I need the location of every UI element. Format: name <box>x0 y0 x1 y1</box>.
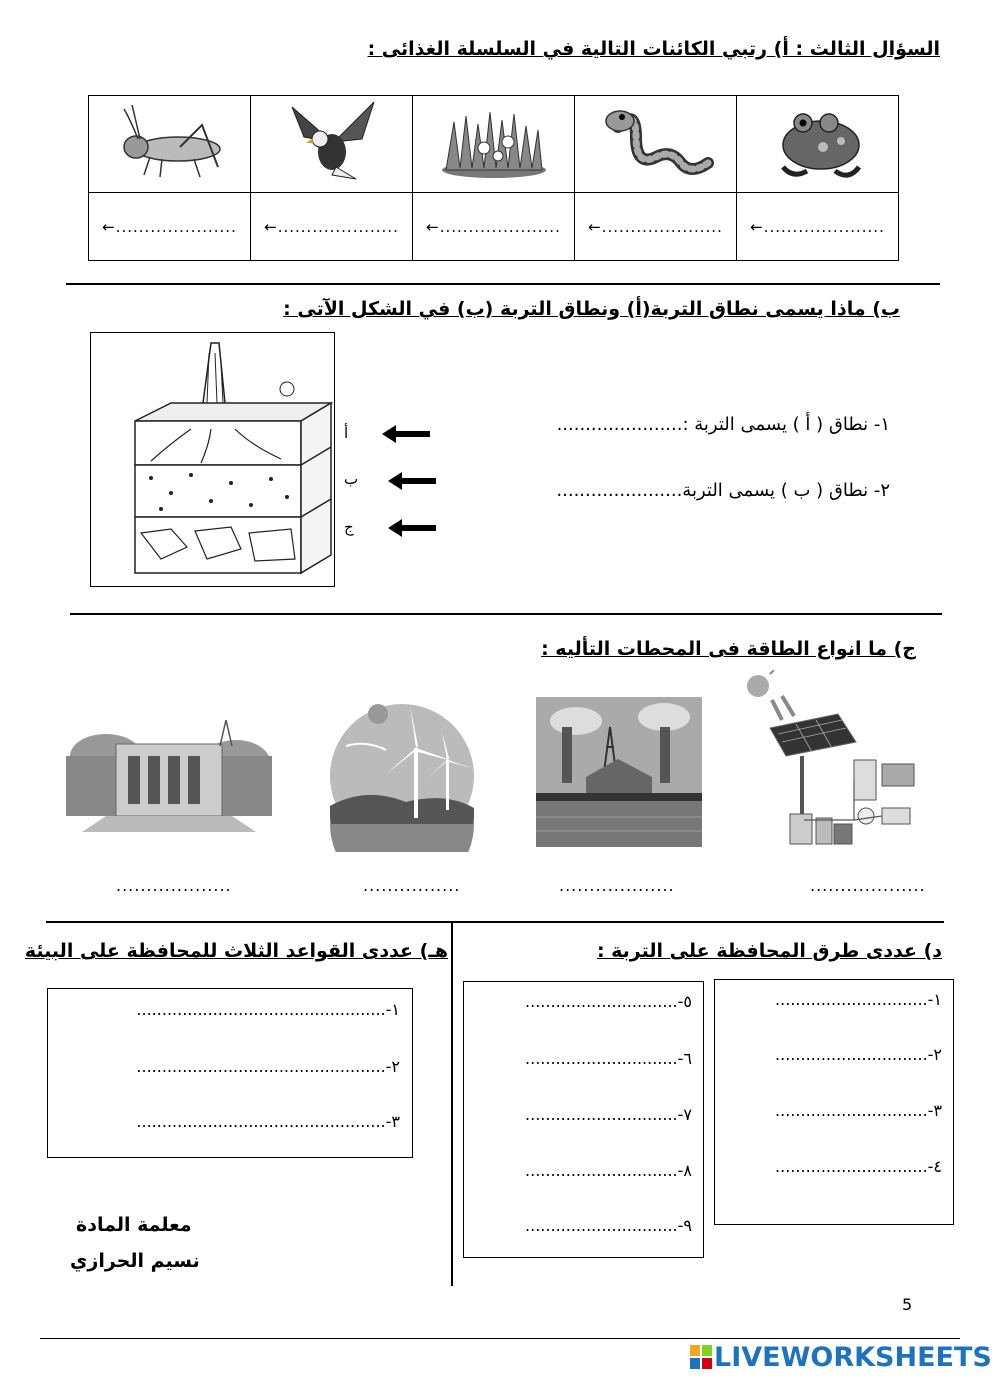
vertical-divider <box>451 922 453 1286</box>
grass-cell <box>413 96 575 193</box>
chain-blank-1[interactable]: ←..................... <box>89 193 251 261</box>
chain-blank-3[interactable]: ←..................... <box>413 193 575 261</box>
divider-2 <box>70 613 942 615</box>
page-number: 5 <box>902 1295 913 1314</box>
frog-cell <box>737 96 899 193</box>
brand-logo <box>690 1342 992 1373</box>
grasshopper-icon <box>110 97 230 187</box>
section-e-title: هـ) عددى القواعد الثلاث للمحافظة على البيئة <box>24 940 448 962</box>
soil-method-5[interactable]: ٥-.............................. <box>525 992 692 1011</box>
soil-method-9[interactable]: ٩-.............................. <box>525 1216 692 1235</box>
section-b-title: ب) ماذا يسمى نطاق التربة(أ) ونطاق التربة (ب) في الشكل الآتى : <box>283 298 900 320</box>
chain-blank-2[interactable]: ←..................... <box>251 193 413 261</box>
layer-label-c: ج <box>344 518 354 536</box>
soil-diagram <box>90 332 335 587</box>
soil-method-8[interactable]: ٨-.............................. <box>525 1161 692 1180</box>
layer-label-a: أ <box>344 424 349 442</box>
eagle-icon <box>282 97 382 187</box>
eagle-cell <box>251 96 413 193</box>
energy-blank-1[interactable]: ................... <box>116 876 232 895</box>
wind-turbine-icon <box>326 696 478 852</box>
solar-panel-icon <box>742 670 918 850</box>
energy-blank-3[interactable]: ................... <box>559 876 675 895</box>
brand-badge-icon <box>690 1345 712 1369</box>
soil-question-1[interactable]: ١- نطاق ( أ ) يسمى التربة :...................... <box>556 414 890 435</box>
teacher-name: نسيم الحرازي <box>70 1250 200 1272</box>
environment-rule-3[interactable]: ٣-................................................. <box>136 1112 400 1131</box>
soil-method-6[interactable]: ٦-.............................. <box>525 1049 692 1068</box>
soil-method-1[interactable]: ١-.............................. <box>775 990 942 1009</box>
arrow-left-icon <box>380 424 432 444</box>
snake-icon <box>596 97 716 187</box>
brand-name: LIVEWORKSHEETS <box>714 1342 992 1373</box>
soil-method-7[interactable]: ٧-.............................. <box>525 1105 692 1124</box>
layer-label-b: ب <box>344 470 359 488</box>
soil-method-4[interactable]: ٤-.............................. <box>775 1157 942 1176</box>
environment-rule-2[interactable]: ٢-................................................. <box>136 1057 400 1076</box>
soil-method-3[interactable]: ٣-.............................. <box>775 1101 942 1120</box>
footer-line <box>40 1338 960 1339</box>
snake-cell <box>575 96 737 193</box>
environment-rule-1[interactable]: ١-................................................. <box>136 1000 400 1019</box>
power-plant-icon <box>536 697 702 847</box>
section-c-title: ج) ما انواع الطاقة فى المحطات التأليه : <box>541 638 916 660</box>
hydro-dam-icon <box>66 716 272 832</box>
food-chain-table <box>88 95 899 261</box>
section-a-title: السؤال الثالث : أ) رتبي الكائنات التالية في السلسلة الغذائى : <box>367 38 940 60</box>
energy-blank-4[interactable]: ................... <box>810 876 926 895</box>
chain-blank-4[interactable]: ←..................... <box>575 193 737 261</box>
arrow-left-icon <box>386 518 438 538</box>
energy-blank-2[interactable]: ................ <box>363 876 461 895</box>
soil-layers-icon <box>91 333 333 585</box>
grasshopper-cell <box>89 96 251 193</box>
chain-blank-5[interactable]: ←..................... <box>737 193 899 261</box>
teacher-role: معلمة المادة <box>76 1214 192 1236</box>
soil-question-2[interactable]: ٢- نطاق ( ب ) يسمى التربة...................... <box>556 480 890 501</box>
divider-3 <box>46 921 944 923</box>
soil-method-2[interactable]: ٢-.............................. <box>775 1045 942 1064</box>
grass-icon <box>434 102 554 182</box>
frog-icon <box>763 97 873 187</box>
divider-1 <box>66 283 940 285</box>
arrow-left-icon <box>386 471 438 491</box>
section-d-title: د) عددى طرق المحافظة على التربة : <box>596 940 942 962</box>
